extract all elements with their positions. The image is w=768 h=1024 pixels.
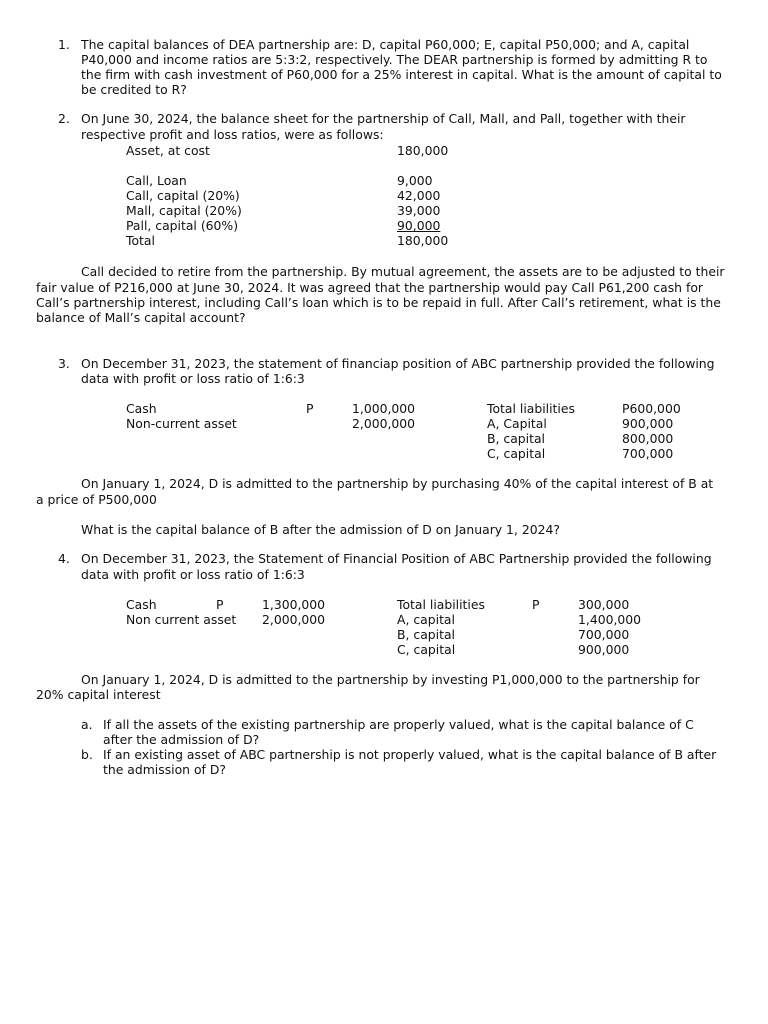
question-text-line: respective profit and loss ratios, were as follows: [81,127,384,142]
question-text-line: be credited to R? [81,82,187,97]
table-label: B, capital [397,627,455,642]
question-number: 3. [58,356,70,371]
table-value: 1,400,000 [578,612,642,627]
paragraph-line: On January 1, 2024, D is admitted to the partnership by investing P1,000,000 to the partnership for [81,672,700,687]
question-text-line: the firm with cash investment of P60,000 for a 25% interest in capital. What is the amount of capital to [81,67,722,82]
question-number: 2. [58,111,70,126]
table-label: Total liabilities [397,597,485,612]
paragraph-line: On January 1, 2024, D is admitted to the partnership by purchasing 40% of the capital interest of B at [81,476,714,491]
currency-symbol: P [532,597,540,612]
table-value: 1,000,000 [352,401,416,416]
sub-question-letter: b. [81,747,93,762]
paragraph-line: Call’s partnership interest, including Call’s loan which is to be repaid in full. After Call’s retirement, what is the [36,295,721,310]
question-number: 1. [58,37,70,52]
sub-question-text-line: the admission of D? [103,762,226,777]
currency-symbol: P [306,401,314,416]
table-label: B, capital [487,431,545,446]
question-text-line: The capital balances of DEA partnership are: D, capital P60,000; E, capital P50,000; and A, capital [81,37,690,52]
table-label: Cash [126,597,157,612]
table-label: Asset, at cost [126,143,210,158]
table-value: 39,000 [397,203,441,218]
table-value: 700,000 [622,446,674,461]
table-label: Total liabilities [487,401,575,416]
question-text-line: On June 30, 2024, the balance sheet for the partnership of Call, Mall, and Pall, together with their [81,111,686,126]
table-label: A, capital [397,612,455,627]
table-value: 900,000 [622,416,674,431]
table-label: Pall, capital (60%) [126,218,239,233]
question-text-line: On December 31, 2023, the Statement of Financial Position of ABC Partnership provided the following [81,551,712,566]
table-label: Total [126,233,155,248]
table-label: Mall, capital (20%) [126,203,242,218]
table-value: 9,000 [397,173,433,188]
table-value: 300,000 [578,597,630,612]
table-label: C, capital [487,446,546,461]
table-label: A, Capital [487,416,547,431]
sub-question-text-line: If an existing asset of ABC partnership is not properly valued, what is the capital balance of B after [103,747,717,762]
table-value: 180,000 [397,143,449,158]
table-label: Cash [126,401,157,416]
paragraph-line: a price of P500,000 [36,492,157,507]
table-label: Call, capital (20%) [126,188,240,203]
question-text-line: P40,000 and income ratios are 5:3:2, respectively. The DEAR partnership is formed by admitting R to [81,52,708,67]
table-value: 90,000 [397,218,441,233]
table-value: 1,300,000 [262,597,326,612]
question-text-line: data with profit or loss ratio of 1:6:3 [81,567,305,582]
table-label: C, capital [397,642,456,657]
sub-question-text-line: If all the assets of the existing partnership are properly valued, what is the capital balance of C [103,717,694,732]
paragraph-line: fair value of P216,000 at June 30, 2024. It was agreed that the partnership would pay Call P61,200 cash for [36,280,703,295]
question-number: 4. [58,551,70,566]
currency-symbol: P [216,597,224,612]
table-label: Non-current asset [126,416,237,431]
table-label: Non current asset [126,612,237,627]
sub-question-letter: a. [81,717,93,732]
sub-question-text-line: after the admission of D? [103,732,260,747]
table-value: 900,000 [578,642,630,657]
table-value: P600,000 [622,401,681,416]
table-value: 2,000,000 [352,416,416,431]
table-value: 2,000,000 [262,612,326,627]
question-prompt: What is the capital balance of B after the admission of D on January 1, 2024? [81,522,560,537]
table-value: 700,000 [578,627,630,642]
table-label: Call, Loan [126,173,187,188]
question-text-line: On December 31, 2023, the statement of financiap position of ABC partnership provided the following [81,356,715,371]
question-text-line: data with profit or loss ratio of 1:6:3 [81,371,305,386]
table-value: 42,000 [397,188,441,203]
paragraph-line: 20% capital interest [36,687,161,702]
paragraph-line: Call decided to retire from the partnership. By mutual agreement, the assets are to be adjusted to their [81,264,725,279]
paragraph-line: balance of Mall’s capital account? [36,310,246,325]
table-value: 180,000 [397,233,449,248]
table-value: 800,000 [622,431,674,446]
